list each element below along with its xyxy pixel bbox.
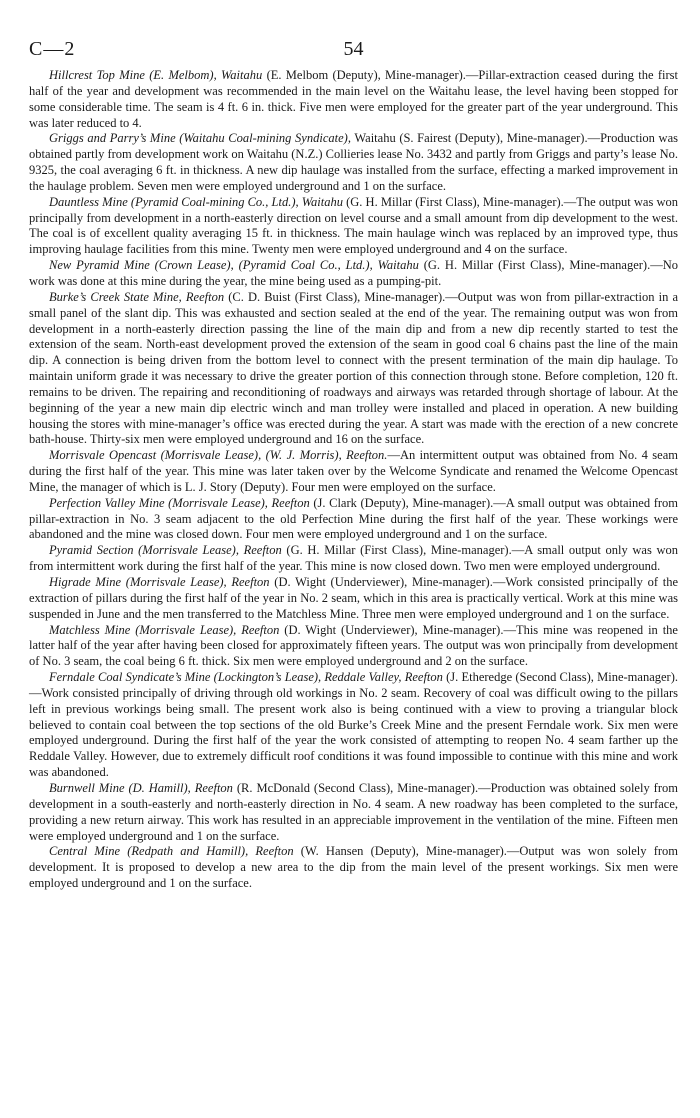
paragraph-title: Hillcrest Top Mine (E. Melbom), Waitahu xyxy=(49,68,263,82)
paragraph-new-pyramid-mine xyxy=(29,258,678,290)
paragraph-central-mine xyxy=(29,844,678,892)
paragraph-title: Pyramid Section (Morrisvale Lease), Reefton xyxy=(49,543,282,558)
paragraph-text: Waitahu (S. Fairest (Deputy), Mine-manager).—Production was obtained partly from development work on Waitahu (N.Z.) Collieries lease No. 3432 and partly from Griggs and party’s lease No. 9325, the coal averaging 6 ft. in thickness. A new dip haulage was installed from the surface, effecting a marked improvement in the haulage problem. Seven men were employed underground and 1 on the surface. xyxy=(29,131,678,193)
paragraph-text: (W. Hansen (Deputy), Mine-manager).—Output was won solely from development. It is proposed to develop a new area to the dip from the main level of the present workings. Six men were employed underground and 1 on the surface. xyxy=(29,844,678,891)
paragraph-title: Burke’s Creek State Mine, Reefton xyxy=(49,289,225,304)
paragraph-text: (G. H. Millar (First Class), Mine-manager).—The output was won principally from development in a north-easterly direction on level course and a small amount from dip development to the west. The coal is of excellent quality averaging 15 ft. in thickness. The main haulage winch was replaced by an improved type, thus improving haulage facilities from this mine. Twenty men were employed underground and 4 on the surface. xyxy=(29,194,678,257)
parliamentary-paper-reference: C—2 xyxy=(29,38,76,60)
paragraph-title: Griggs and Parry’s Mine (Waitahu Coal-mining Syndicate), xyxy=(49,131,351,146)
paragraph-title: Ferndale Coal Syndicate’s Mine (Lockington’s Lease), Reddale Valley, Reefton xyxy=(49,670,443,685)
paragraph-title: Burnwell Mine (D. Hamill), Reefton xyxy=(49,780,233,795)
paragraph-title: Higrade Mine (Morrisvale Lease), Reefton xyxy=(49,575,270,589)
paragraph-text: (C. D. Buist (First Class), Mine-manager).—Output was won from pillar-extraction in a small panel of the slant dip. This was exhausted and section sealed at the end of the year. The remaining output was won from development in a north-easterly direction passing the line of the main dip and from a new dip recently started to test the extension of the seam. North-east development proved the extension of the seam in good coal 6 chains past the line of the main dip. A connection is being driven from the bottom level to connect with the present termination of the main dip haulage. To maintain uniform grade it was necessary to drive the greater portion of this connection through stone. Before completion, 120 ft. remains to be driven. The repairing and reconditioning of roadways and airways was retarded through shortage of labour. At the beginning of the year a new main dip electric winch and man trolley were installed and placed in operation. A new building housing the stores with mine-manager’s office was erected during the year. A start was made with the erection of a new concrete bath-house. Thirty-six men were employed underground and 16 on the surface. xyxy=(29,289,679,447)
paragraph-text: (J. Etheredge (Second Class), Mine-manager).—Work consisted principally of driving through old workings in No. 2 seam. Recovery of coal was difficult owing to the pillars left in previous workings being small. The present work also is being continued with a view to proving a triangular block believed to contain coal between the top sections of the old Burke’s Creek Mine and the present Ferndale work. Six men were employed underground. During the first half of the year the work consisted of attempting to reopen No. 4 seam farther up the Reddale Valley. However, due to extremely difficult roof conditions it was found impossible to continue with this mine and work was abandoned. xyxy=(29,670,678,780)
paragraph-higrade-mine xyxy=(29,575,678,623)
paragraph-text: —An intermittent output was obtained from No. 4 seam during the first half of the year. This mine was later taken over by the Welcome Syndicate and renamed the Welcome Opencast Mine, the manager of which is L. J. Story (Deputy). Four men were employed on the surface. xyxy=(29,448,678,494)
paragraph-hillcrest-top-mine xyxy=(29,68,678,131)
paragraph-text: (R. McDonald (Second Class), Mine-manager).—Production was obtained solely from development in a south-easterly and north-easterly direction in No. 4 seam. A new roadway has been completed to the surface, providing a new return airway. This work has resulted in an appreciable improvement in the ventilation of the mine. Fifteen men were employed underground and 1 on the surface. xyxy=(29,780,678,843)
page-header xyxy=(29,38,678,68)
paragraph-matchless-mine xyxy=(29,623,678,671)
paragraph-text: (D. Wight (Underviewer), Mine-manager).—This mine was reopened in the latter half of the year after having been closed for approximately fifteen years. The output was won principally from development of No. 3 seam, the coal being 6 ft. thick. Six men were employed underground and 2 on the surface. xyxy=(29,622,678,669)
document-page xyxy=(29,38,678,892)
paragraph-text: (G. H. Millar (First Class), Mine-manager).—No work was done at this mine during the year, the mine being used as a pumping-pit. xyxy=(29,258,678,288)
paragraph-title: Central Mine (Redpath and Hamill), Reefton xyxy=(49,844,294,859)
paragraph-burnwell-mine xyxy=(29,781,678,844)
paragraph-perfection-valley-mine xyxy=(29,496,678,544)
paragraph-morrisvale-opencast xyxy=(29,448,678,496)
paragraph-text: (G. H. Millar (First Class), Mine-manager).—A small output only was won from intermittent work during the first half of the year. This mine is now closed down. Two men were employed underground. xyxy=(29,543,679,574)
paragraph-burkes-creek-state-mine xyxy=(29,290,678,448)
document-body xyxy=(29,68,678,892)
paragraph-pyramid-section xyxy=(29,543,678,575)
paragraph-title: Dauntless Mine (Pyramid Coal-mining Co., Ltd.), Waitahu xyxy=(49,194,343,209)
paragraph-dauntless-mine xyxy=(29,195,678,258)
paragraph-text: (D. Wight (Underviewer), Mine-manager).—Work consisted principally of the extraction of pillars during the first half of the year in No. 2 seam, which in this area is practically vertical. Work at this mine was suspended in June and the men transferred to the Matchless Mine. Three men were employed underground and 1 on the surface. xyxy=(29,575,679,621)
paragraph-text: (J. Clark (Deputy), Mine-manager).—A small output was obtained from pillar-extraction in No. 3 seam adjacent to the old Perfection Mine during the first half of the year. These workings were abandoned and the mine was closed down. Four men were employed underground and 1 on the surface. xyxy=(29,495,678,542)
paragraph-text: (E. Melbom (Deputy), Mine-manager).—Pillar-extraction ceased during the first half of the year and development was recommended in the main level on the Waitahu lease, the level having been stopped for some considerable time. The seam is 4 ft. 6 in. thick. Five men were employed for the greater part of the year underground. This was later reduced to 4. xyxy=(29,68,679,130)
paragraph-title: Perfection Valley Mine (Morrisvale Lease), Reefton xyxy=(49,495,310,510)
paragraph-griggs-and-parrys-mine xyxy=(29,131,678,194)
page-number: 54 xyxy=(343,38,364,60)
paragraph-title: New Pyramid Mine (Crown Lease), (Pyramid Coal Co., Ltd.), Waitahu xyxy=(49,258,419,273)
paragraph-title: Morrisvale Opencast (Morrisvale Lease), (W. J. Morris), Reefton. xyxy=(49,448,388,463)
paragraph-title: Matchless Mine (Morrisvale Lease), Reefton xyxy=(49,622,280,637)
paragraph-ferndale-coal-syndicate-mine xyxy=(29,670,678,781)
